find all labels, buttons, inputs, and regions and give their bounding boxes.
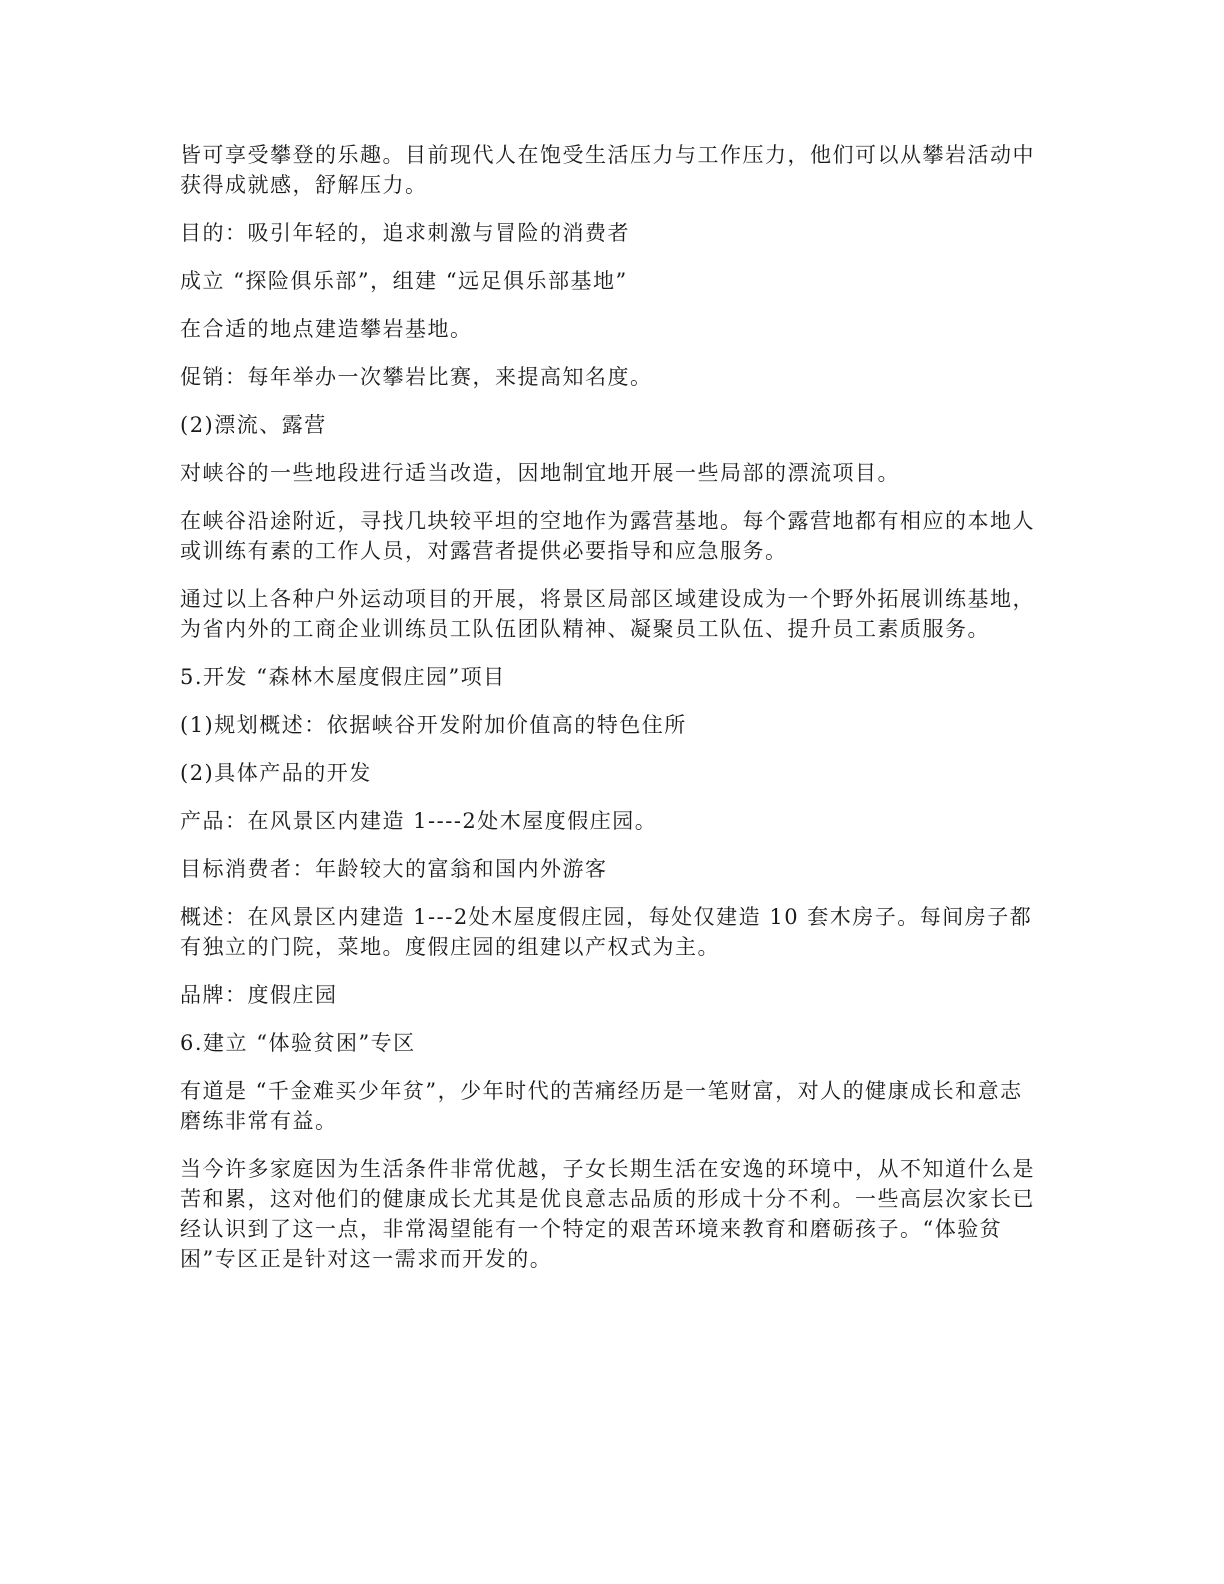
- paragraph: 对峡谷的一些地段进行适当改造，因地制宜地开展一些局部的漂流项目。: [180, 461, 900, 485]
- paragraph: 当今许多家庭因为生活条件非常优越，子女长期生活在安逸的环境中，从不知道什么是苦和累，这对他们的健康成长尤其是优良意志品质的形成十分不利。一些高层次家长已经认识到了这一点，非常渴望能有一个特定的艰苦环境来教育和磨砺孩子。“体验贫困”专区正是针对这一需求而开发的。: [180, 1157, 1035, 1271]
- paragraph: 在峡谷沿途附近，寻找几块较平坦的空地作为露营基地。每个露营地都有相应的本地人或训练有素的工作人员，对露营者提供必要指导和应急服务。: [180, 509, 1035, 563]
- paragraph: 在合适的地点建造攀岩基地。: [180, 317, 473, 341]
- paragraph: 成立 “探险俱乐部”，组建 “远足俱乐部基地”: [180, 269, 628, 293]
- section-heading: (2)漂流、露营: [180, 413, 327, 437]
- paragraph: 有道是 “千金难买少年贫”，少年时代的苦痛经历是一笔财富，对人的健康成长和意志磨练非常有益。: [180, 1079, 1023, 1133]
- document-body: [180, 140, 1040, 1292]
- section-heading: (1)规划概述：依据峡谷开发附加价值高的特色住所: [180, 713, 687, 737]
- paragraph: 概述：在风景区内建造 1---2处木屋度假庄园，每处仅建造 10 套木房子。每间房子都有独立的门院，菜地。度假庄园的组建以产权式为主。: [180, 905, 1033, 959]
- paragraph: 目的：吸引年轻的，追求刺激与冒险的消费者: [180, 221, 630, 245]
- paragraph: 通过以上各种户外运动项目的开展，将景区局部区域建设成为一个野外拓展训练基地，为省内外的工商企业训练员工队伍团队精神、凝聚员工队伍、提升员工素质服务。: [180, 587, 1035, 641]
- paragraph: 产品：在风景区内建造 1----2处木屋度假庄园。: [180, 809, 658, 833]
- paragraph: 目标消费者：年龄较大的富翁和国内外游客: [180, 857, 608, 881]
- section-heading: 5.开发 “森林木屋度假庄园”项目: [180, 665, 506, 689]
- paragraph: 品牌：度假庄园: [180, 983, 338, 1007]
- paragraph: 皆可享受攀登的乐趣。目前现代人在饱受生活压力与工作压力，他们可以从攀岩活动中获得成就感，舒解压力。: [180, 143, 1035, 197]
- section-heading: (2)具体产品的开发: [180, 761, 372, 785]
- section-heading: 6.建立 “体验贫困”专区: [180, 1031, 416, 1055]
- paragraph: 促销：每年举办一次攀岩比赛，来提高知名度。: [180, 365, 653, 389]
